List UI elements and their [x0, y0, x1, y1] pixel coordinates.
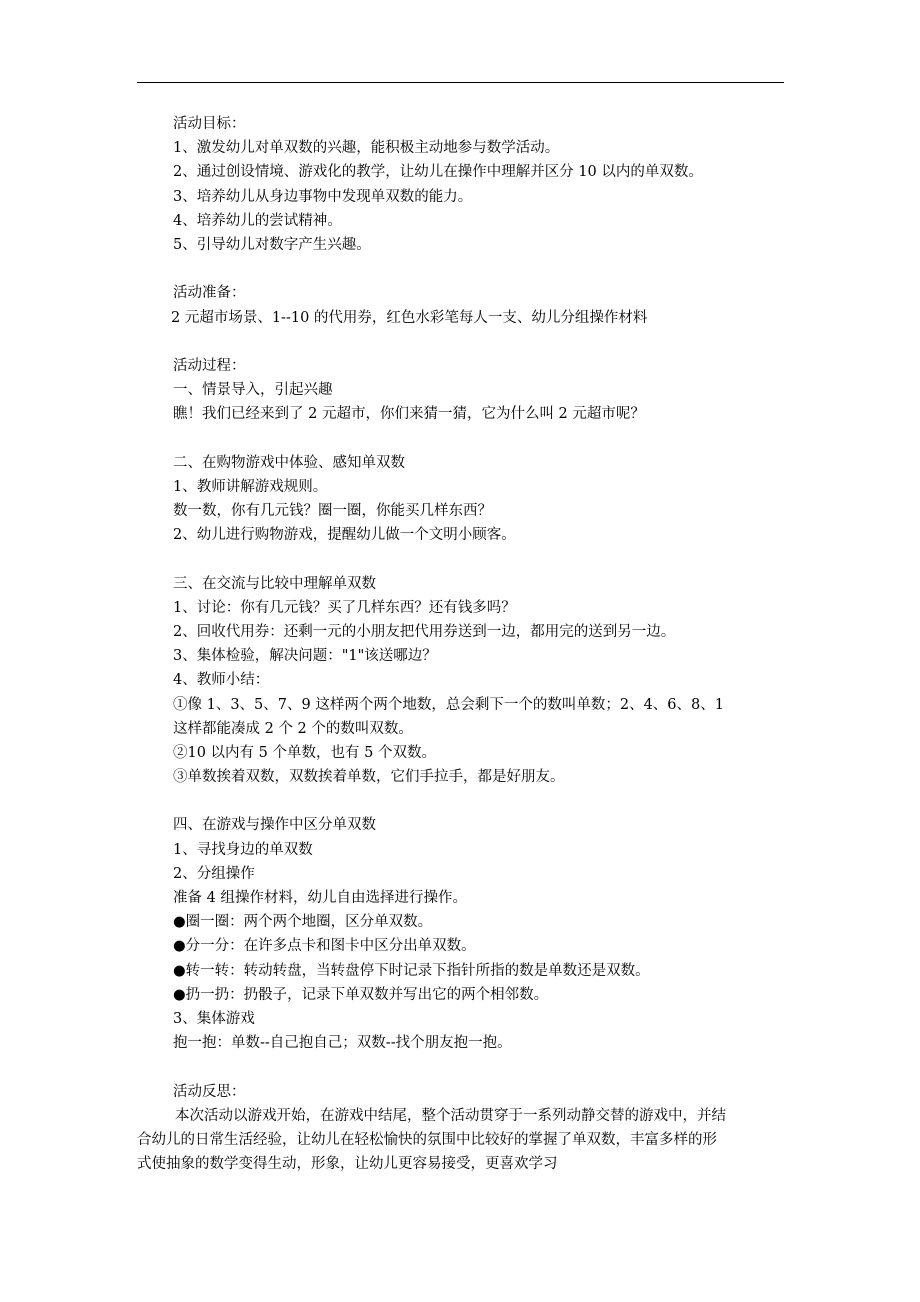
bullet-item: ●转一转：转动转盘，当转盘停下时记录下指针所指的数是单数还是双数。 [173, 962, 650, 979]
goal-item: 1、激发幼儿对单双数的兴趣，能积极主动地参与数学活动。 [173, 140, 560, 157]
section-line: 瞧！我们已经来到了 2 元超市，你们来猜一猜，它为什么叫 2 元超市呢？ [173, 406, 645, 423]
section-line: ①像 1、3、5、7、9 这样两个两个地数，总会剩下一个的数叫单数；2、4、6、8、1 [173, 696, 724, 713]
section-line: 数一数，你有几元钱？圈一圈，你能买几样东西？ [173, 503, 492, 519]
preparation-heading: 活动准备： [173, 285, 246, 302]
document-body [137, 112, 773, 1176]
header-rule [137, 82, 784, 83]
section-line: 准备 4 组操作材料，幼儿自由选择进行操作。 [173, 890, 467, 906]
section-line: 抱一抱：单数--自己抱自己；双数--找个朋友抱一抱。 [173, 1035, 512, 1052]
reflection-line: 合幼儿的日常生活经验，让幼儿在轻松愉快的氛围中比较好的掌握了单双数，丰富多样的形 [137, 1131, 717, 1148]
section-line: 1、寻找身边的单双数 [173, 841, 313, 858]
section-title: 三、在交流与比较中理解单双数 [173, 575, 376, 592]
bullet-item: ●分一分：在许多点卡和图卡中区分出单双数。 [173, 938, 476, 955]
goals-heading: 活动目标： [173, 116, 246, 132]
section-line: 这样都能凑成 2 个 2 个的数叫双数。 [173, 720, 413, 737]
process-heading: 活动过程： [173, 357, 246, 374]
reflection-line: 式使抽象的数学变得生动，形象，让幼儿更容易接受，更喜欢学习 [137, 1156, 558, 1173]
section-line: 2、幼儿进行购物游戏，提醒幼儿做一个文明小顾客。 [173, 527, 516, 544]
goal-item: 4、培养幼儿的尝试精神。 [173, 212, 342, 229]
section-line: 2、回收代用券：还剩一元的小朋友把代用券送到一边，都用完的送到另一边。 [173, 623, 676, 640]
section-line: 1、讨论：你有几元钱？买了几样东西？还有钱多吗？ [173, 599, 516, 616]
section-title: 二、在购物游戏中体验、感知单双数 [173, 454, 405, 471]
section-line: 1、教师讲解游戏规则。 [173, 478, 328, 495]
reflection-line: 本次活动以游戏开始，在游戏中结尾，整个活动贯穿于一系列动静交替的游戏中，并结 [175, 1107, 726, 1124]
preparation-text: 2 元超市场景、1--10 的代用券，红色水彩笔每人一支、幼儿分组操作材料 [171, 309, 648, 326]
section-line: ③单数挨着双数，双数挨着单数，它们手拉手，都是好朋友。 [173, 769, 565, 786]
goal-item: 2、通过创设情境、游戏化的教学，让幼儿在操作中理解并区分 10 以内的单双数。 [173, 164, 703, 181]
section-line: ②10 以内有 5 个单数，也有 5 个双数。 [173, 744, 436, 761]
goal-item: 5、引导幼儿对数字产生兴趣。 [173, 236, 371, 253]
reflection-heading: 活动反思： [173, 1083, 246, 1100]
goal-item: 3、培养幼儿从身边事物中发现单双数的能力。 [173, 188, 473, 205]
section-title: 一、情景导入，引起兴趣 [173, 382, 333, 399]
section-title: 四、在游戏与操作中区分单双数 [173, 817, 376, 834]
bullet-item: ●圈一圈：两个两个地圈，区分单双数。 [173, 914, 433, 931]
section-line: 3、集体检验，解决问题："1"该送哪边？ [173, 648, 437, 665]
section-line: 4、教师小结： [173, 672, 270, 689]
section-line: 3、集体游戏 [173, 1010, 255, 1027]
section-line: 2、分组操作 [173, 865, 255, 882]
bullet-item: ●扔一扔：扔骰子，记录下单双数并写出它的两个相邻数。 [173, 986, 549, 1003]
